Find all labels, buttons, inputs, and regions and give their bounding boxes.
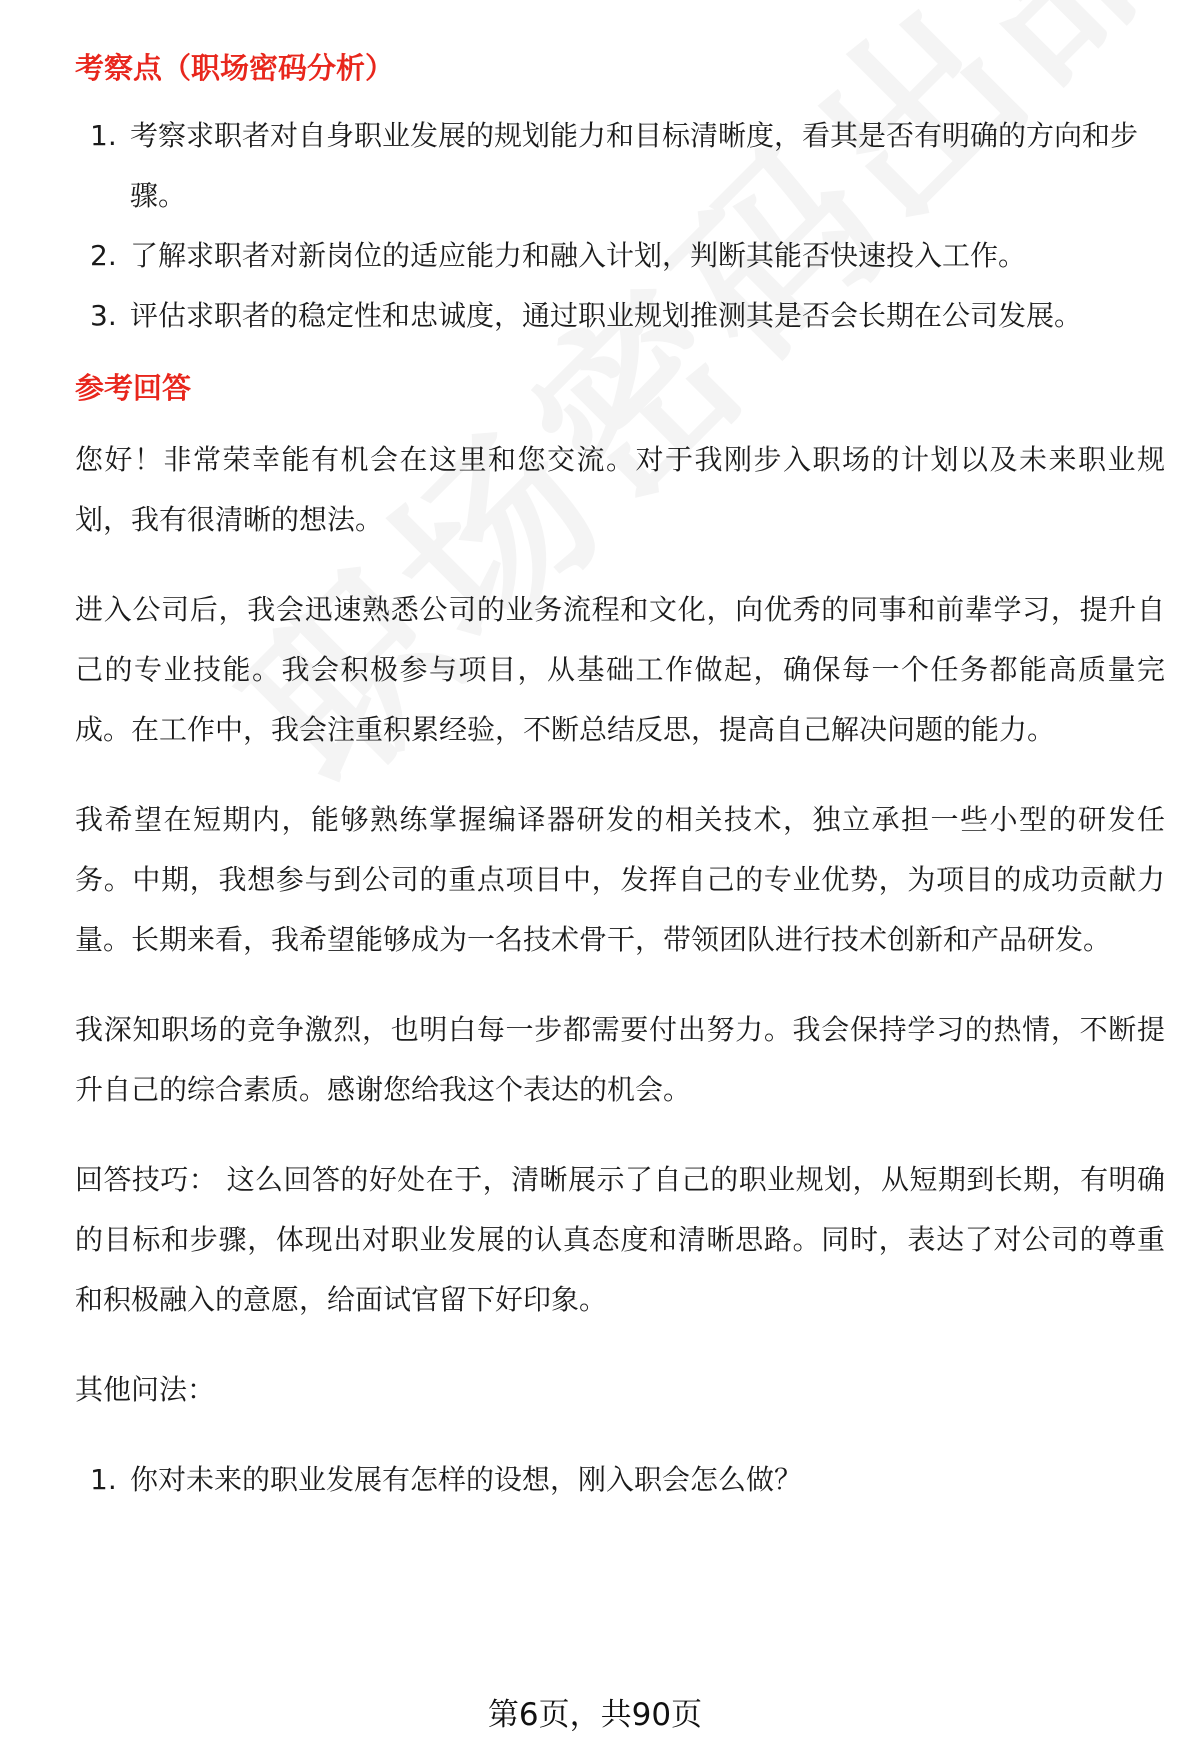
section-title-analysis: 考察点（职场密码分析） (75, 51, 395, 85)
other-questions-label: 其他问法： (75, 1373, 216, 1406)
list-text: 了解求职者对新岗位的适应能力和融入计划，判断其能否快速投入工作。 (130, 239, 1027, 272)
list-item (75, 106, 1165, 226)
section-title-reference-answer: 参考回答 (75, 371, 192, 405)
answer-paragraph: 进入公司后，我会迅速熟悉公司的业务流程和文化，向优秀的同事和前辈学习，提升自己的专业技能。我会积极参与项目，从基础工作做起，确保每一个任务都能高质量完成。在工作中，我会注重积累经验，不断总结反思，提高自己解决问题的能力。 (75, 593, 1165, 746)
answer-paragraph: 我深知职场的竞争激烈，也明白每一步都需要付出努力。我会保持学习的热情，不断提升自己的综合素质。感谢您给我这个表达的机会。 (75, 1013, 1165, 1106)
page-number-footer: 第6页，共90页 (487, 1697, 703, 1733)
list-item (75, 1450, 1165, 1510)
list-number: 1. (90, 119, 117, 152)
list-text: 评估求职者的稳定性和忠诚度，通过职业规划推测其是否会长期在公司发展。 (130, 299, 1083, 332)
answer-tips-paragraph: 回答技巧： 这么回答的好处在于，清晰展示了自己的职业规划，从短期到长期，有明确的目标和步骤，体现出对职业发展的认真态度和清晰思路。同时，表达了对公司的尊重和积极融入的意愿，给面试官留下好印象。 (75, 1163, 1165, 1316)
other-questions-list (75, 1450, 1165, 1510)
list-item (75, 226, 1165, 286)
list-number: 2. (90, 239, 117, 272)
answer-paragraph: 我希望在短期内，能够熟练掌握编译器研发的相关技术，独立承担一些小型的研发任务。中期，我想参与到公司的重点项目中，发挥自己的专业优势，为项目的成功贡献力量。长期来看，我希望能够成为一名技术骨干，带领团队进行技术创新和产品研发。 (75, 803, 1165, 956)
list-text: 你对未来的职业发展有怎样的设想，刚入职会怎么做？ (130, 1463, 803, 1496)
answer-paragraph: 您好！非常荣幸能有机会在这里和您交流。对于我刚步入职场的计划以及未来职业规划，我有很清晰的想法。 (75, 443, 1165, 536)
list-item (75, 286, 1165, 346)
list-number: 3. (90, 299, 117, 332)
analysis-list (75, 106, 1165, 346)
list-number: 1. (90, 1463, 117, 1496)
content (75, 48, 1165, 1510)
list-text: 考察求职者对自身职业发展的规划能力和目标清晰度，看其是否有明确的方向和步骤。 (130, 119, 1139, 212)
